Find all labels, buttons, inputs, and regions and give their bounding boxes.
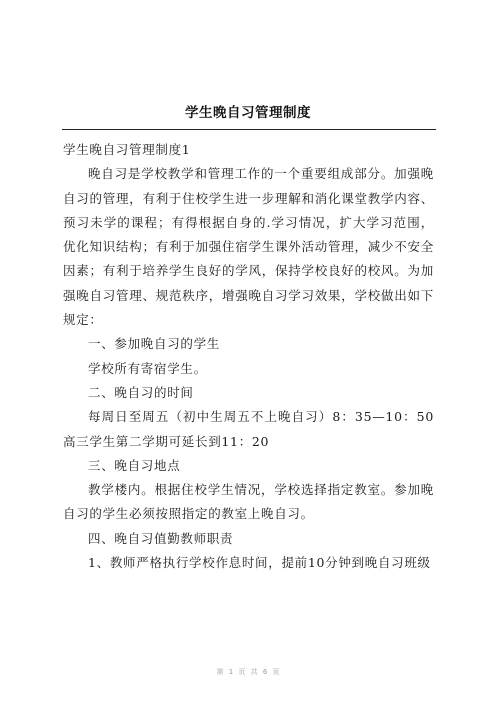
paragraph: 教学楼内。根据住校学生情况，学校选择指定教室。参加晚自习的学生必须按照指定的教室上晚自习。 [63,482,434,522]
paragraph: 1、教师严格执行学校作息时间，提前10分钟到晚自习班级 [88,555,431,571]
section-heading: 一、参加晚自习的学生 [88,336,221,352]
section-heading: 二、晚自习的时间 [88,384,194,400]
paragraph: 学校所有寄宿学生。 [88,360,207,376]
document-body [63,138,434,575]
title-divider [62,129,436,130]
section-heading: 三、晚自习地点 [88,457,181,473]
paragraph: 学生晚自习管理制度1 [63,142,191,157]
page-number-footer: 第 1 页 共 6 页 [216,668,280,676]
section-heading: 四、晚自习值勤教师职责 [88,530,234,546]
paragraph: 每周日至周五（初中生周五不上晚自习）8：35—10：50 高三学生第二学期可延长到11：20 [63,409,434,449]
document-title: 学生晚自习管理制度 [185,105,311,121]
paragraph: 晚自习是学校教学和管理工作的一个重要组成部分。加强晚自习的管理，有利于住校学生进一步理解和消化课堂教学内容、预习未学的课程；有得根据自身的.学习情况，扩大学习范围，优化知识结构；有利于加强住宿学生课外活动管理，减少不安全因素；有利于培养学生良好的学风，保持学校良好的校风。为加强晚自习管理、规范秩序，增强晚自习学习效果，学校做出如下规定： [63,166,434,328]
